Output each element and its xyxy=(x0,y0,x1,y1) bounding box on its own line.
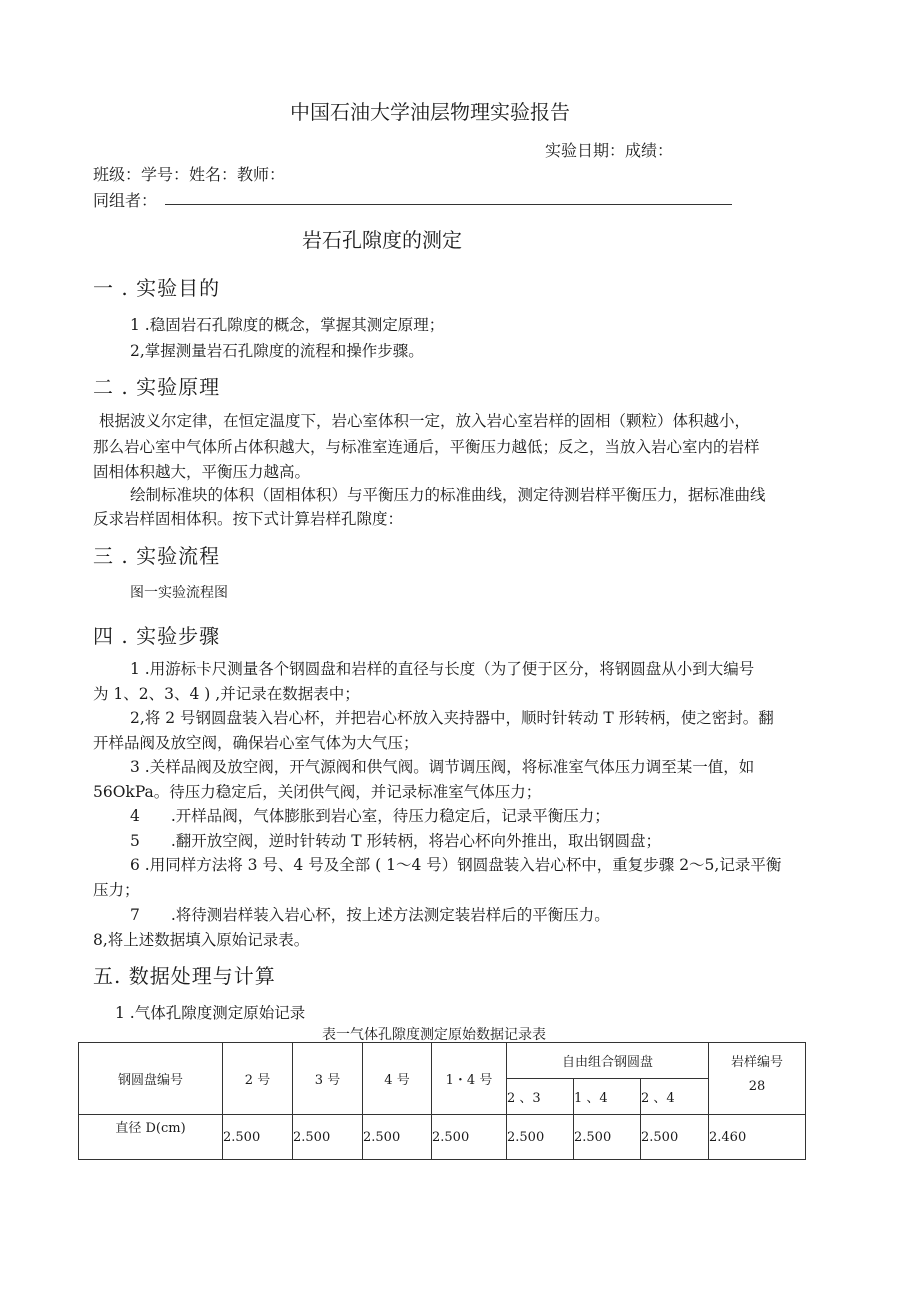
diameter-value: 2.500 xyxy=(574,1115,641,1160)
step-line: 为 1、2、3、4 ) ,并记录在数据表中； xyxy=(93,685,360,703)
header-combo-2-4: 2 、4 xyxy=(641,1079,709,1115)
diameter-value: 2.500 xyxy=(432,1115,507,1160)
report-title: 中国石油大学油层物理实验报告 xyxy=(290,100,570,124)
group-underline xyxy=(165,204,732,205)
principle-text-line: 那么岩心室中气体所占体积越大，与标准室连通后，平衡压力越低；反之，当放入岩心室内的岩样 xyxy=(93,438,760,456)
figure-caption: 图一实验流程图 xyxy=(130,585,228,601)
subsection-title: 1 .气体孔隙度测定原始记录 xyxy=(115,1004,306,1022)
purpose-item: 2,掌握测量岩石孔隙度的流程和操作步骤。 xyxy=(130,342,424,360)
step-line: 5 .翻开放空阀，逆时针转动 T 形转柄，将岩心杯向外推出，取出钢圆盘； xyxy=(130,832,661,850)
diameter-value: 2.460 xyxy=(709,1115,806,1160)
table-caption: 表一气体孔隙度测定原始数据记录表 xyxy=(322,1027,546,1043)
class-info-line: 班级：学号：姓名：教师： xyxy=(93,165,286,184)
date-score-line: 实验日期：成绩： xyxy=(545,141,674,160)
header-combo-1-4: 1 、4 xyxy=(574,1079,641,1115)
step-line: 开样品阀及放空阀，确保岩心室气体为大气压； xyxy=(93,734,419,752)
rock-sample-number: 28 xyxy=(709,1079,806,1115)
section-heading-principle: 二 . 实验原理 xyxy=(93,375,221,399)
section-heading-purpose: 一 . 实验目的 xyxy=(93,276,221,300)
header-disk-1-4: 1・4 号 xyxy=(432,1043,507,1115)
diameter-value: 2.500 xyxy=(293,1115,363,1160)
diameter-value: 2.500 xyxy=(507,1115,574,1160)
step-line: 2,将 2 号钢圆盘装入岩心杯，并把岩心杯放入夹持器中，顺时针转动 T 形转柄，使之密封。翻 xyxy=(130,709,774,727)
step-line: 4 .开样品阀，气体膨胀到岩心室，待压力稳定后，记录平衡压力； xyxy=(130,807,610,825)
step-line: 3 .关样品阀及放空阀，开气源阀和供气阀。调节调压阀，将标准室气体压力调至某一值，如 xyxy=(130,758,755,776)
principle-text-line: 反求岩样固相体积。按下式计算岩样孔隙度： xyxy=(93,510,404,528)
purpose-item: 1 .稳固岩石孔隙度的概念，掌握其测定原理； xyxy=(130,316,445,334)
document-title: 岩石孔隙度的测定 xyxy=(302,228,462,252)
section-heading-data: 五. 数据处理与计算 xyxy=(93,964,276,988)
header-disk-3: 3 号 xyxy=(293,1043,363,1115)
diameter-value: 2.500 xyxy=(223,1115,293,1160)
section-heading-steps: 四 . 实验步骤 xyxy=(93,624,221,648)
section-heading-flow: 三 . 实验流程 xyxy=(93,544,221,568)
step-line: 压力； xyxy=(93,881,140,899)
step-line: 56OkPa。待压力稳定后，关闭供气阀，并记录标准室气体压力； xyxy=(93,783,542,801)
principle-text-line: 根据波义尔定律，在恒定温度下，岩心室体积一定，放入岩心室岩样的固相（颗粒）体积越小， xyxy=(99,412,751,430)
principle-text-line: 绘制标准块的体积（固相体积）与平衡压力的标准曲线，测定待测岩样平衡压力，据标准曲线 xyxy=(130,486,766,504)
principle-text-line: 固相体积越大，平衡压力越高。 xyxy=(93,463,311,481)
step-line: 1 .用游标卡尺测量各个钢圆盘和岩样的直径与长度（为了便于区分，将钢圆盘从小到大编号 xyxy=(130,660,755,678)
diameter-value: 2.500 xyxy=(363,1115,432,1160)
header-rock-sample: 岩样编号 xyxy=(709,1043,806,1079)
porosity-record-table xyxy=(78,1042,806,1160)
step-line: 6 .用同样方法将 3 号、4 号及全部 ( 1〜4 号）钢圆盘装入岩心杯中，重复步骤 2〜5,记录平衡 xyxy=(130,856,782,874)
header-disk-2: 2 号 xyxy=(223,1043,293,1115)
step-line: 7 .将待测岩样装入岩心杯，按上述方法测定装岩样后的平衡压力。 xyxy=(130,906,610,924)
row-label-diameter: 直径 D(cm) xyxy=(79,1115,223,1160)
group-label: 同组者： xyxy=(93,191,158,210)
header-free-combination: 自由组合钢圆盘 xyxy=(507,1043,709,1079)
step-line: 8,将上述数据填入原始记录表。 xyxy=(93,931,310,949)
header-disk-number: 钢圆盘编号 xyxy=(79,1043,223,1115)
header-disk-4: 4 号 xyxy=(363,1043,432,1115)
diameter-value: 2.500 xyxy=(641,1115,709,1160)
header-combo-2-3: 2 、3 xyxy=(507,1079,574,1115)
